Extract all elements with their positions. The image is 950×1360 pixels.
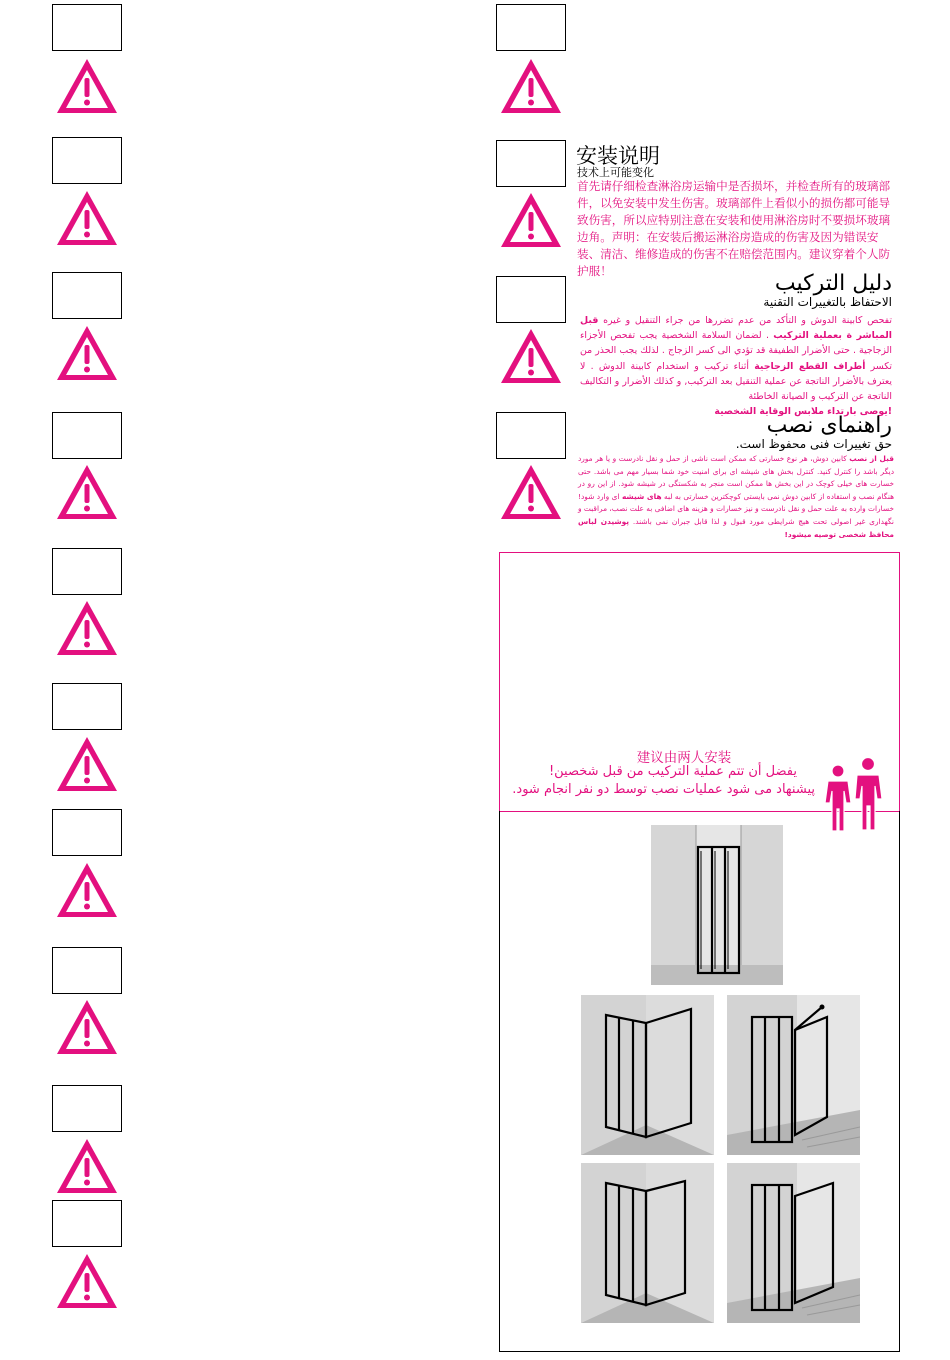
two-person-note-ar: يفضل أن تتم عملية التركيب من قبل شخصين! bbox=[548, 764, 797, 779]
blank-label-box bbox=[52, 137, 122, 184]
shower-door-panel-illustration bbox=[727, 1163, 860, 1323]
warning-triangle-icon bbox=[55, 998, 119, 1056]
chinese-body: 首先请仔细检查淋浴房运输中是否损坏，并检查所有的玻璃部件，以免安装中发生伤害。玻璃部件上看似小的损伤都可能导致伤害，所以应特别注意在安装和使用淋浴房时不要损坏玻璃边角。声明：在安装后搬运淋浴房造成的伤害及因为错误安装、清洁、维修造成的伤害不在赔偿范围内。建议穿着个人防护服！ bbox=[577, 179, 891, 278]
warning-triangle-icon bbox=[499, 327, 563, 385]
warning-triangle-icon bbox=[55, 1137, 119, 1195]
warning-triangle-icon bbox=[55, 463, 119, 521]
blank-label-box bbox=[52, 272, 122, 319]
persian-title: راهنمای نصب bbox=[766, 413, 892, 438]
blank-label-box bbox=[52, 548, 122, 595]
arabic-body-text: . لضمان السلامة الشخصية يجب تفحص الأجزاء الزجاجية . حتى الأضرار الطفيفة قد تؤدي الى كسر الزجاج . لذلك يجب الحذر من تكسر bbox=[580, 330, 893, 372]
blank-label-box bbox=[52, 683, 122, 730]
arabic-title: دليل التركيب bbox=[774, 271, 892, 296]
chinese-subtitle: 技术上可能变化 bbox=[577, 166, 654, 179]
persian-body-text: ای وارد شود! خسارات وارده به علت حمل و نقل نادرست و نیز خسارات و هزینه های اضافی به علت نصب، مراقبت و نگهداری غیر اصولی تحت هیچ شرایطی مورد قبول و لذا قابل جبران نمی باشند. bbox=[578, 491, 894, 526]
warning-triangle-icon bbox=[55, 735, 119, 793]
arabic-body-bold: قبل المباشر ة بعملية التركيب bbox=[580, 315, 892, 342]
warning-triangle-icon bbox=[55, 861, 119, 919]
blank-label-box bbox=[52, 947, 122, 994]
blank-label-box bbox=[52, 809, 122, 856]
warning-triangle-icon bbox=[55, 599, 119, 657]
shower-corner-illustration bbox=[581, 995, 714, 1155]
warning-triangle-icon bbox=[55, 189, 119, 247]
two-person-note-cn: 建议由两人安装 bbox=[636, 750, 732, 766]
two-person-note-fa: پیشنهاد می شود عملیات نصب توسط دو نفر انجام شود. bbox=[512, 782, 815, 797]
blank-label-box bbox=[52, 1085, 122, 1132]
blank-label-box bbox=[496, 140, 566, 187]
arabic-body bbox=[580, 313, 892, 419]
blank-label-box bbox=[52, 412, 122, 459]
warning-triangle-icon bbox=[499, 463, 563, 521]
warning-triangle-icon bbox=[55, 324, 119, 382]
warning-triangle-icon bbox=[55, 57, 119, 115]
warning-triangle-icon bbox=[55, 1252, 119, 1310]
persian-body bbox=[578, 453, 894, 541]
arabic-subtitle: الاحتفاظ بالتغييرات التقنية bbox=[763, 295, 892, 309]
persian-body-bold: پوشیدن لباس محافظ شخصی توصیه میشود! bbox=[578, 516, 894, 539]
arabic-body-text: أثناء تركيب و استخدام كابينة الدوش . لا يعترف بالأضرار الناتجة عن عملية التنقيل بعد التركيب, و كذلك الأضرار و التكاليف الناتجة عن التركيب و الصيانة الخاطئة bbox=[580, 360, 892, 403]
warning-triangle-icon bbox=[499, 191, 563, 249]
persian-subtitle: حق تغییرات فنی محفوظ است. bbox=[735, 437, 892, 451]
blank-label-box bbox=[52, 1200, 122, 1247]
persian-body-bold: قبل از نصب bbox=[849, 454, 894, 463]
shower-sidepanel-illustration bbox=[727, 995, 860, 1155]
shower-corner-panel-illustration bbox=[581, 1163, 714, 1323]
arabic-body-bold: !يوصى بارتداء ملابس الوقاية الشخصية bbox=[714, 406, 892, 418]
arabic-body-bold: أطراف القطع الزجاجية bbox=[754, 360, 866, 372]
warning-triangle-icon bbox=[499, 57, 563, 115]
chinese-title: 安装说明 bbox=[576, 144, 660, 168]
blank-label-box bbox=[496, 412, 566, 459]
shower-niche-illustration bbox=[651, 825, 783, 985]
blank-label-box bbox=[496, 276, 566, 323]
persian-body-text: کابین دوش، هر نوع خسارتی که ممکن است ناشی از حمل و نقل نادرست و یا هر مورد دیگر باشد را کنترل کنید. کنترل بخش های شیشه ای برای امنیت خود شما بسیار مهم می باشد. حتی خسارت های خیلی کوچک در این بخش ها ممکن است منجر به شکستگی در شیشه شود. از این رو در هنگام نصب و استفاده از کابین دوش نمی بایستی کوچکترین خسارتی به لبه bbox=[578, 454, 894, 501]
blank-label-box bbox=[496, 4, 566, 51]
persian-body-bold: های شیشه bbox=[621, 491, 662, 501]
blank-label-box bbox=[52, 4, 122, 51]
arabic-body-text: تفحص كابينة الدوش و التأكد من عدم تضررها من جراء التنقيل و غيره bbox=[598, 315, 892, 326]
